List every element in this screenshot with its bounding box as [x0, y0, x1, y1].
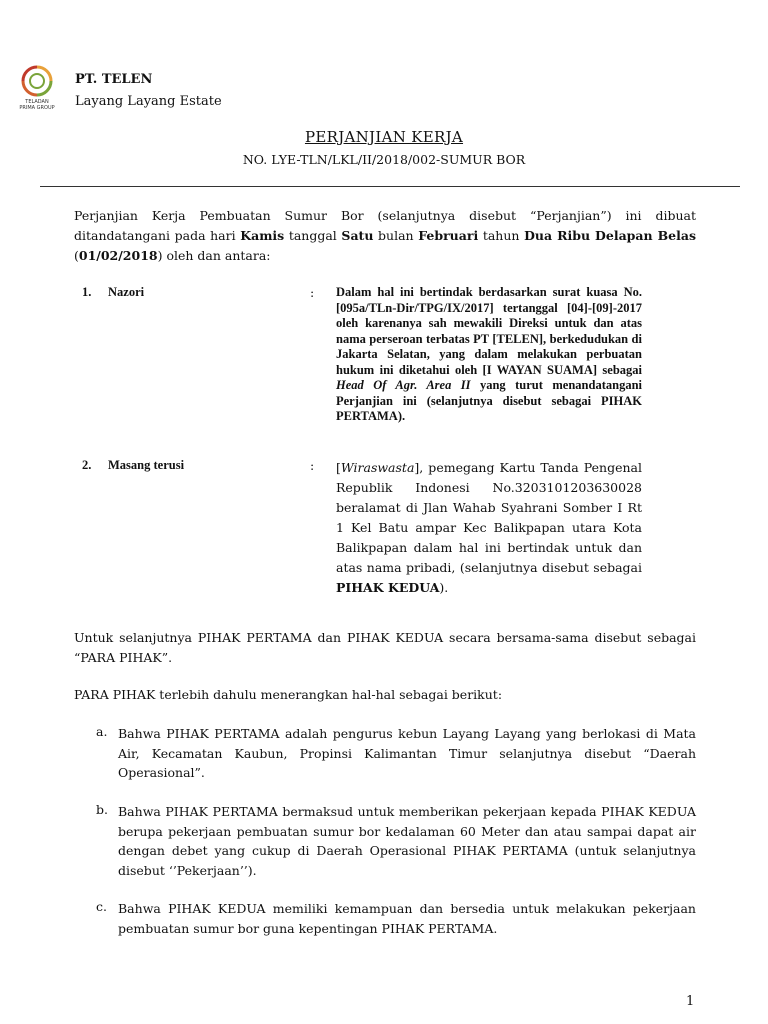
intro-text: Perjanjian Kerja Pembuatan Sumur Bor (selanjutnya disebut “Perjanjian”) ini dibuat ditandatangani pada hari — [74, 208, 696, 243]
intro-text: ( — [74, 248, 79, 263]
item-text: Bahwa PIHAK PERTAMA adalah pengurus kebun Layang Layang yang berlokasi di Mata Air, Kecamatan Kaubun, Propinsi Kalimantan Timur selanjutnya disebut “Daerah Operasional”. — [118, 726, 696, 780]
party1-role: Head Of Agr. Area II — [336, 378, 471, 392]
party2-label: PIHAK KEDUA — [336, 580, 440, 595]
party1-name: Nazori — [108, 285, 145, 299]
logo-ring-icon — [20, 64, 54, 98]
document-title: PERJANJIAN KERJA — [304, 128, 464, 146]
item-letter: c. — [96, 899, 107, 914]
party2-description — [336, 458, 642, 598]
header-divider — [40, 186, 740, 187]
item-text: Bahwa PIHAK PERTAMA bermaksud untuk memberikan pekerjaan kepada PIHAK KEDUA berupa pekerjaan pembuatan sumur bor kedalaman 60 Meter dan atau sampai dapat air dengan debet yang cukup di Daerah Operasional PIHAK PERTAMA (untuk selanjutnya disebut ‘’Pekerjaan’’). — [118, 804, 696, 878]
party2-name: Masang terusi — [108, 458, 185, 472]
company-name: PT. TELEN — [75, 72, 153, 87]
party1-description — [336, 285, 642, 425]
item-letter: a. — [96, 724, 108, 739]
para-pihak-paragraph: Untuk selanjutnya PIHAK PERTAMA dan PIHAK KEDUA secara bersama-sama disebut sebagai “PARA PIHAK”. — [74, 630, 696, 665]
item-letter: b. — [96, 802, 108, 817]
company-logo — [20, 64, 54, 116]
party1-text: Dalam hal ini bertindak berdasarkan surat kuasa No. [095a/TLn-Dir/TPG/IX/2017] tertanggal [04]-[09]-2017 oleh karenanya sah mewakili Direksi untuk dan atas nama perseroan terbatas PT [TELEN], berkedudukan di Jakarta Selatan, yang dalam melakukan perbuatan hukum ini diketahui oleh [I WAYAN SUAMA] sebagai — [336, 285, 642, 377]
item-text: Bahwa PIHAK KEDUA memiliki kemampuan dan bersedia untuk melakukan pekerjaan pembuatan sumur bor guna kepentingan PIHAK PERTAMA. — [118, 901, 696, 936]
preface-paragraph: PARA PIHAK terlebih dahulu menerangkan hal-hal sebagai berikut: — [74, 687, 503, 702]
intro-date-number: 01/02/2018 — [78, 248, 158, 263]
party2-text: ). — [439, 580, 449, 595]
page-number: 1 — [686, 994, 695, 1009]
party2-colon: : — [310, 458, 315, 473]
party1-text: yang turut menandatangani Perjanjian ini (selanjutnya disebut sebagai PIHAK PERTAMA). — [336, 378, 642, 423]
estate-name: Layang Layang Estate — [75, 94, 222, 109]
intro-text: bulan — [373, 228, 419, 243]
document-number: NO. LYE-TLN/LKL/II/2018/002-SUMUR BOR — [242, 152, 526, 167]
logo-text: TELADAN PRIMA GROUP — [19, 99, 55, 111]
party1-number: 1. — [82, 285, 92, 299]
intro-day: Kamis — [240, 228, 285, 243]
intro-text: ) oleh dan antara: — [157, 248, 271, 263]
intro-paragraph — [74, 206, 696, 266]
party2-number: 2. — [82, 458, 92, 472]
intro-text: tahun — [478, 228, 525, 243]
party1-colon: : — [310, 285, 315, 300]
intro-date: Satu — [341, 228, 374, 243]
intro-year: Dua Ribu Delapan Belas — [524, 228, 696, 243]
party2-text: ], pemegang Kartu Tanda Pengenal Republik Indonesi No.3203101203630028 beralamat di Jlan Wahab Syahrani Somber I Rt 1 Kel Batu ampar Kec Balikpapan utara Kota Balikpapan dalam hal ini bertindak untuk dan atas nama pribadi, (selanjutnya disebut sebagai — [336, 460, 642, 575]
intro-month: Februari — [418, 228, 479, 243]
party2-occupation: Wiraswasta — [340, 460, 415, 475]
party2-text: [ — [336, 460, 341, 475]
intro-text: tanggal — [284, 228, 342, 243]
